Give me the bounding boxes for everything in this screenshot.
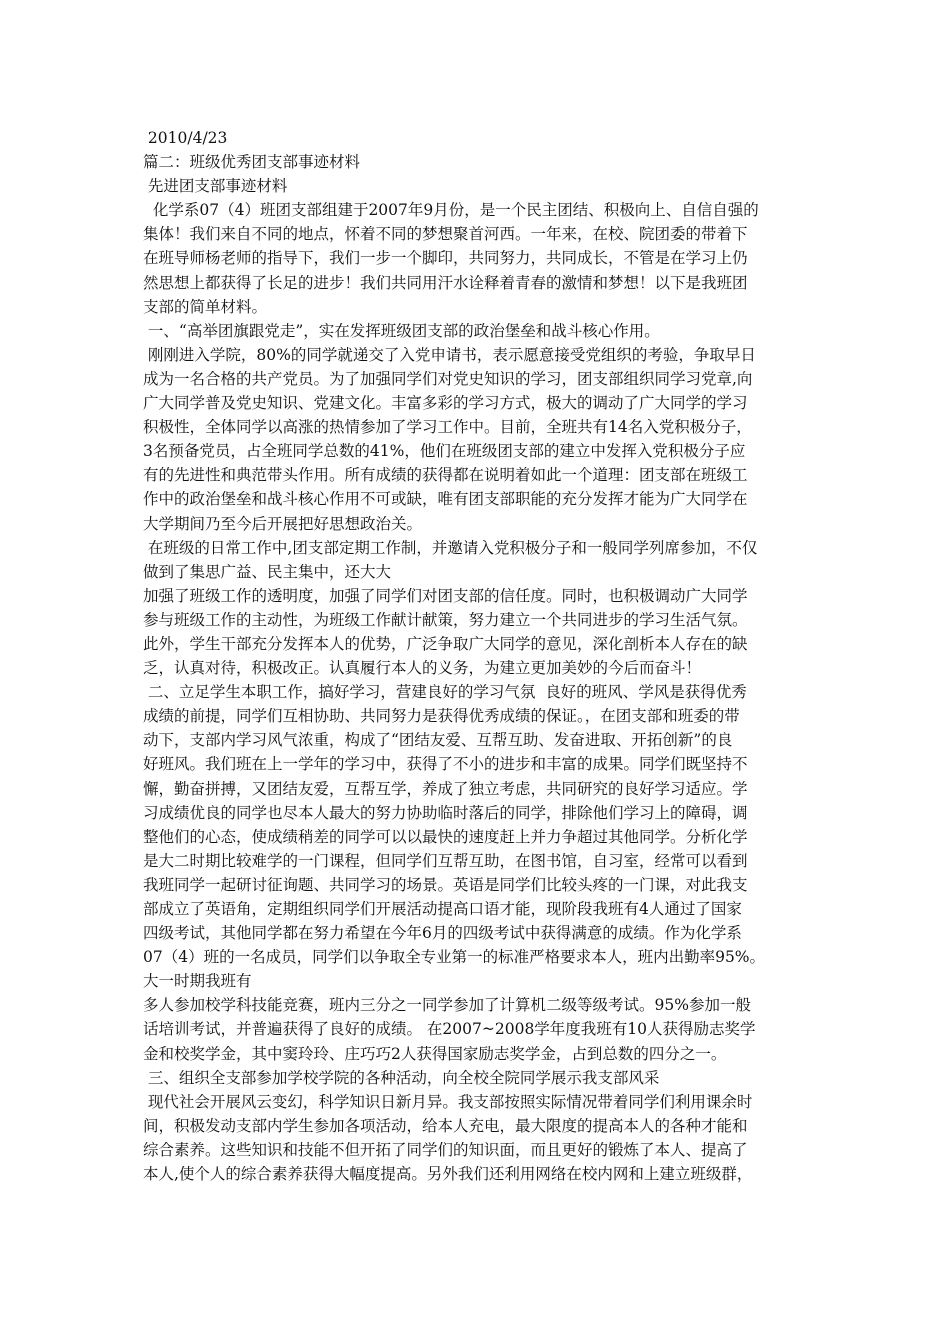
text-line: 刚刚进入学院，80%的同学就递交了入党申请书，表示愿意接受党组织的考验，争取早日 — [143, 345, 756, 364]
text-line: 话培训考试，并普遍获得了良好的成绩。 在2007~2008学年度我班有10人获得励志奖学 — [143, 1020, 756, 1039]
text-line: 乏，认真对待，积极改正。认真履行本人的义务，为建立更加美妙的今后而奋斗！ — [143, 659, 702, 678]
text-line: 间，积极发动支部内学生参加各项活动，给本人充电，最大限度的提高本人的各种才能和 — [143, 1116, 748, 1135]
text-line: 金和校奖学金，其中窦玲玲、庄巧巧2人获得国家励志奖学金，占到总数的四分之一。 — [143, 1044, 727, 1063]
text-line: 化学系07（4）班团支部组建于2007年9月份，是一个民主团结、积极向上、自信自强的 — [143, 201, 759, 220]
text-line: 我班同学一起研讨征询题、共同学习的场景。英语是同学们比较头疼的一门课，对此我支 — [143, 875, 748, 894]
text-line: 07（4）班的一名成员，同学们以争取全专业第一的标准严格要求本人，班内出勤率95%。 — [143, 948, 766, 967]
text-line: 参与班级工作的主动性，为班级工作献计献策，努力建立一个共同进步的学习生活气氛。 — [143, 610, 748, 629]
text-line: 集体！我们来自不同的地点，怀着不同的梦想聚首河西。一年来，在校、院团委的带着下 — [143, 225, 748, 244]
text-line: 综合素养。这些知识和技能不但开拓了同学们的知识面，而且更好的锻炼了本人、提高了 — [143, 1140, 748, 1159]
text-line: 一、“高举团旗跟党走”，实在发挥班级团支部的政治堡垒和战斗核心作用。 — [143, 321, 660, 340]
text-line: 整他们的心态，使成绩稍差的同学可以以最快的速度赶上并力争超过其他同学。分析化学 — [143, 827, 748, 846]
text-line: 大一时期我班有 — [143, 972, 252, 991]
text-line: 习成绩优良的同学也尽本人最大的努力协助临时落后的同学，排除他们学习上的障碍，调 — [143, 803, 748, 822]
text-line: 支部的简单材料。 — [143, 297, 268, 316]
text-line: 2010/4/23 — [143, 129, 228, 147]
text-line: 本人,使个人的综合素养获得大幅度提高。另外我们还利用网络在校内网和上建立班级群， — [143, 1165, 753, 1184]
text-line: 积极性，全体同学以高涨的热情参加了学习工作中。目前，全班共有14名入党积极分子， — [143, 418, 752, 437]
text-line: 在班导师杨老师的指导下，我们一步一个脚印，共同努力，共同成长，不管是在学习上仍 — [143, 249, 748, 268]
text-line: 在班级的日常工作中,团支部定期工作制，并邀请入党积极分子和一般同学列席参加，不仅 — [143, 538, 758, 557]
text-line: 二、立足学生本职工作，搞好学习，营建良好的学习气氛 良好的班风、学风是获得优秀 — [143, 683, 747, 702]
text-line: 懈，勤奋拼搏，又团结友爱，互帮互学，养成了独立考虑，共同研究的良好学习适应。学 — [143, 779, 748, 798]
text-line: 作中的政治堡垒和战斗核心作用不可或缺，唯有团支部职能的充分发挥才能为广大同学在 — [143, 490, 748, 509]
text-line: 现代社会开展风云变幻，科学知识日新月异。我支部按照实际情况带着同学们利用课余时 — [143, 1092, 753, 1111]
text-line: 先进团支部事迹材料 — [143, 177, 288, 196]
text-line: 好班风。我们班在上一学年的学习中，获得了不小的进步和丰富的成果。同学们既坚持不 — [143, 755, 748, 774]
text-line: 有的先进性和典范带头作用。所有成绩的获得都在说明着如此一个道理：团支部在班级工 — [143, 466, 748, 485]
text-line: 多人参加校学科技能竞赛，班内三分之一同学参加了计算机二级等级考试。95%参加一般 — [143, 996, 751, 1015]
text-line: 大学期间乃至今后开展把好思想政治关。 — [143, 514, 423, 533]
text-line: 然思想上都获得了长足的进步！我们共同用汗水诠释着青春的激情和梦想！以下是我班团 — [143, 273, 748, 292]
text-line: 篇二：班级优秀团支部事迹材料 — [143, 153, 361, 172]
document-body — [143, 126, 823, 1186]
text-line: 四级考试，其他同学都在努力希望在今年6月的四级考试中获得满意的成绩。作为化学系 — [143, 924, 742, 943]
text-line: 成绩的前提，同学们互相协助、共同努力是获得优秀成绩的保证。，在团支部和班委的带 — [143, 707, 740, 726]
text-line: 3名预备党员，占全班同学总数的41%，他们在班级团支部的建立中发挥入党积极分子应 — [143, 442, 746, 461]
text-line: 做到了集思广益、民主集中，还大大 — [143, 562, 392, 581]
text-line: 成为一名合格的共产党员。为了加强同学们对党史知识的学习，团支部组织同学习党章,向 — [143, 369, 753, 388]
text-line: 三、组织全支部参加学校学院的各种活动，向全校全院同学展示我支部风采 — [143, 1068, 660, 1087]
text-line: 部成立了英语角，定期组织同学们开展活动提高口语才能，现阶段我班有4人通过了国家 — [143, 900, 742, 918]
text-line: 动下，支部内学习风气浓重，构成了“团结友爱、互帮互助、发奋进取、开拓创新”的良 — [143, 731, 733, 750]
text-line: 加强了班级工作的透明度，加强了同学们对团支部的信任度。同时，也积极调动广大同学 — [143, 586, 748, 605]
text-line: 广大同学普及党史知识、党建文化。丰富多彩的学习方式，极大的调动了广大同学的学习 — [143, 394, 748, 413]
text-line: 是大二时期比较难学的一门课程，但同学们互帮互助，在图书馆，自习室，经常可以看到 — [143, 851, 748, 870]
text-line: 此外，学生干部充分发挥本人的优势，广泛争取广大同学的意见，深化剖析本人存在的缺 — [143, 634, 748, 653]
